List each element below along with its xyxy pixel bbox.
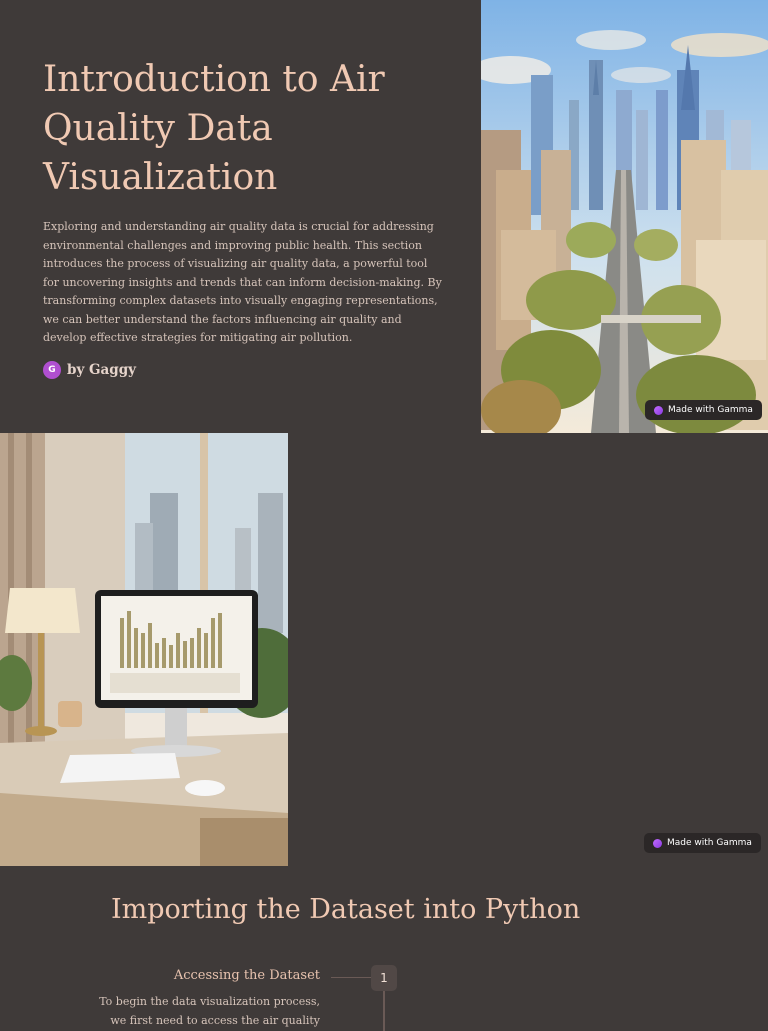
step-description: To begin the data visualization process, we first need to access the air quality [99, 995, 320, 1027]
made-with-gamma-badge[interactable] [645, 400, 762, 420]
intro-paragraph: Exploring and understanding air quality data is crucial for addressing environmental challenges and improving public health. This section introduces the process of visualizing air quality data, a powerful tool for uncovering insights and trends that can inform decision-making. By transforming complex datasets into visually engaging representations, we can better understand the factors influencing air quality and develop effective strategies for mitigating air pollution. [43, 220, 442, 344]
slide-obtaining-dataset [0, 433, 768, 866]
desk-computer-image [0, 433, 288, 866]
avatar: G [43, 361, 61, 379]
gamma-logo-icon [653, 839, 662, 848]
slide-introduction [0, 0, 768, 433]
page-title: Introduction to Air Quality Data Visualization [43, 59, 385, 198]
author-name: by Gaggy [67, 362, 136, 378]
step-title: Accessing the Dataset [173, 968, 320, 983]
badge-label: Made with Gamma [667, 838, 752, 848]
badge-label: Made with Gamma [668, 405, 753, 415]
step-number-badge: 1 [371, 965, 397, 991]
city-skyline-image [481, 0, 768, 433]
timeline-line [383, 991, 385, 1031]
step-connector [331, 977, 371, 978]
author-byline [43, 361, 136, 379]
made-with-gamma-badge-2[interactable] [644, 833, 761, 853]
gamma-logo-icon [654, 406, 663, 415]
section-title-importing: Importing the Dataset into Python [111, 894, 581, 925]
